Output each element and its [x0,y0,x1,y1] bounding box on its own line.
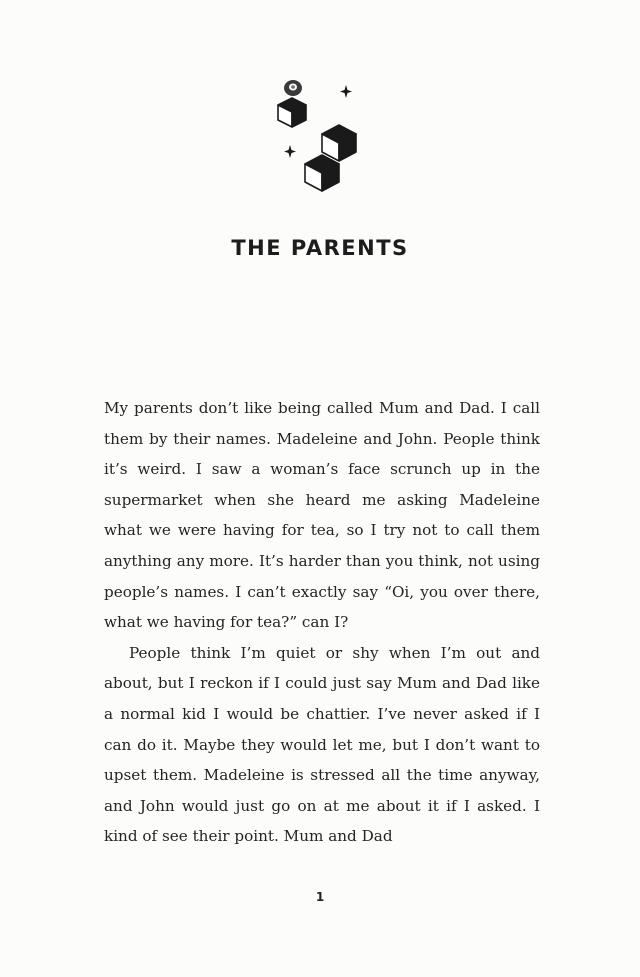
chapter-body [104,393,540,852]
upper-cube-icon [322,125,356,161]
paragraph: People think I’m quiet or shy when I’m out and about, but I reckon if I could just say Mum and Dad like a normal kid I would be chattier. I’ve never asked if I can do it. Maybe they would let me, but I don’t want to upset them. Madeleine is stressed all the time anyway, and John would just go on at me about it if I asked. I kind of see their point. Mum and Dad [104,643,540,846]
sparkle-icon [340,85,352,98]
page-number: 1 [315,890,325,904]
sparkle-icon [284,145,296,158]
paragraph: My parents don’t like being called Mum and Dad. I call them by their names. Madeleine and John. People think it’s weird. I saw a woman’s face scrunch up in the supermarket when she heard me asking Madeleine what we were having for tea, so I try not to call them anything any more. It’s harder than you think, not using people’s names. I can’t exactly say “Oi, you over there, what we having for tea?” can I? [104,399,540,632]
chapter-title: THE PARENTS [231,236,409,260]
ring-icon [284,80,302,96]
stacked-cubes-icon [270,70,370,200]
lower-cube-icon [305,155,339,191]
small-cube-icon [278,98,306,127]
